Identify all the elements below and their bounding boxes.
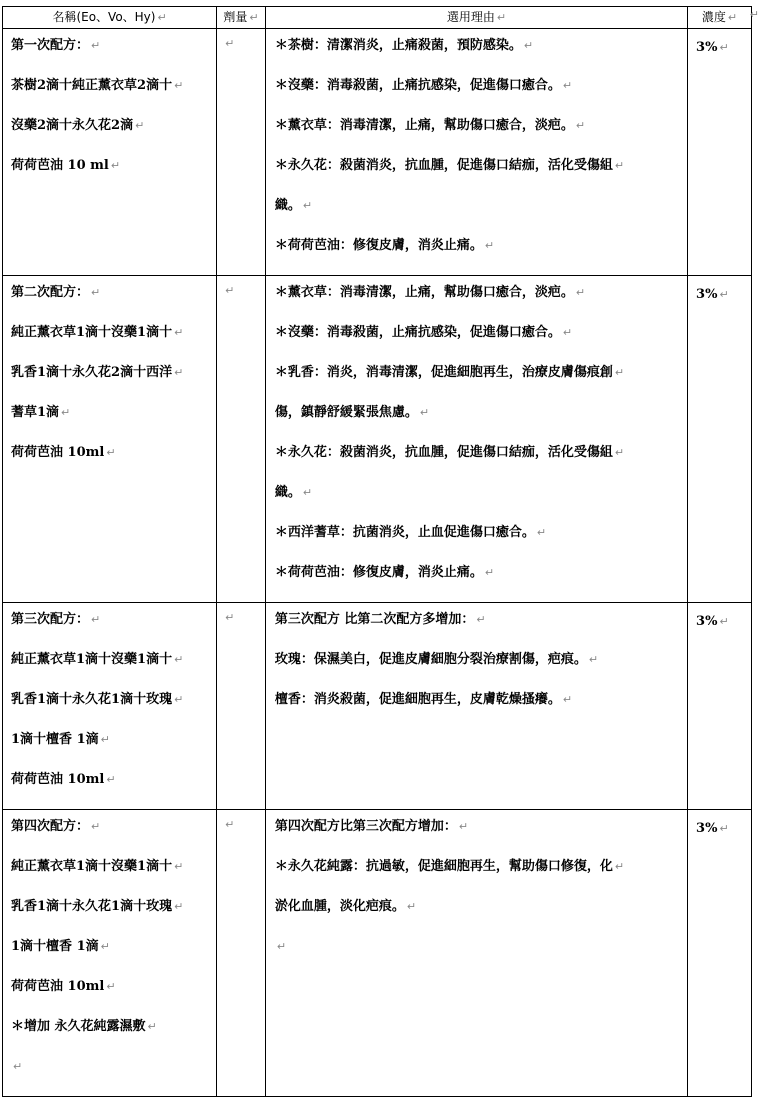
reason-line: [266, 442, 687, 482]
paragraph-mark: ↵: [614, 446, 625, 459]
reason-text: ＊荷荷芭油：修復皮膚，消炎止痛。: [274, 565, 483, 580]
paragraph-mark: ↵: [225, 37, 235, 50]
table-row: [3, 810, 752, 1097]
name-text: 第一次配方：: [11, 38, 90, 53]
reason-line: [266, 896, 687, 936]
reason-text: ＊荷荷芭油：修復皮膚，消炎止痛。: [274, 238, 483, 253]
reason-text: ＊乳香：消炎，消毒清潔，促進細胞再生，治療皮膚傷痕創: [274, 365, 613, 380]
name-text: 荷荷芭油 10ml: [11, 445, 105, 460]
concentration-value: 3% ↵: [696, 287, 729, 302]
paragraph-mark: ↵: [61, 406, 71, 419]
paragraph-mark: ↵: [91, 820, 101, 833]
name-text: 荷荷芭油 10ml: [11, 979, 105, 994]
name-line: [3, 402, 216, 442]
reason-line: [266, 195, 687, 235]
paragraph-mark: ↵: [100, 940, 110, 953]
paragraph-mark: ↵: [225, 284, 235, 297]
name-line: [3, 155, 216, 195]
paragraph-mark: ↵: [458, 820, 469, 833]
paragraph-mark: ↵: [13, 1060, 23, 1073]
name-line: [3, 1056, 216, 1096]
paragraph-mark: ↵: [419, 406, 430, 419]
name-line: [3, 75, 216, 115]
paragraph-mark: ↵: [91, 613, 101, 626]
paragraph-mark: ↵: [523, 39, 534, 52]
paragraph-mark: ↵: [588, 653, 599, 666]
reason-text: 玫瑰：保濕美白，促進皮膚細胞分裂治療割傷，疤痕。: [274, 652, 587, 667]
paragraph-mark: ↵: [749, 8, 759, 21]
paragraph-mark: ↵: [225, 818, 235, 831]
table-row: [3, 276, 752, 603]
reason-line: [266, 322, 687, 362]
reason-line: [266, 522, 687, 562]
paragraph-mark: ↵: [562, 693, 573, 706]
paragraph-mark: ↵: [575, 119, 586, 132]
paragraph-mark: ↵: [174, 693, 184, 706]
reason-line: [266, 402, 687, 442]
cell-dose: [217, 810, 266, 1097]
reason-text: ＊永久花：殺菌消炎，抗血腫，促進傷口結痂，活化受傷組: [274, 445, 613, 460]
cell-reason: [265, 276, 687, 603]
concentration-value: 3% ↵: [696, 614, 729, 629]
name-line: [3, 856, 216, 896]
reason-text: 傷，鎮靜舒緩緊張焦慮。: [274, 405, 418, 420]
name-line: [3, 322, 216, 362]
reason-line: [266, 235, 687, 275]
header-row: [3, 7, 752, 29]
reason-line: [266, 856, 687, 896]
name-line: [3, 609, 216, 649]
paragraph-mark: ↵: [484, 239, 495, 252]
name-line: [3, 35, 216, 75]
paragraph-mark: ↵: [476, 613, 486, 626]
paragraph-mark: ↵: [302, 486, 313, 499]
name-line: [3, 816, 216, 856]
cell-name: [3, 810, 217, 1097]
name-text: 乳香1滴十永久花1滴十玫瑰: [11, 692, 173, 707]
paragraph-mark: ↵: [719, 288, 729, 301]
name-text: 純正薰衣草1滴十沒藥1滴十: [11, 325, 173, 340]
paragraph-mark: ↵: [562, 79, 573, 92]
concentration-value: 3% ↵: [696, 40, 729, 55]
header-name: 名稱(Eo、Vo、Hy) ↵: [3, 7, 217, 29]
paragraph-mark: ↵: [174, 860, 184, 873]
paragraph-mark: ↵: [174, 900, 184, 913]
concentration-value: 3% ↵: [696, 821, 729, 836]
table-row: [3, 603, 752, 810]
cell-reason: [265, 29, 687, 276]
paragraph-mark: ↵: [225, 611, 235, 624]
paragraph-mark: ↵: [614, 860, 625, 873]
name-line: [3, 976, 216, 1016]
reason-text: 第三次配方 比第二次配方多增加：: [274, 612, 475, 627]
paragraph-mark: ↵: [91, 39, 101, 52]
paragraph-mark: ↵: [276, 940, 287, 953]
cell-concentration: [688, 276, 752, 603]
name-text: 乳香1滴十永久花1滴十玫瑰: [11, 899, 173, 914]
reason-text: ＊永久花：殺菌消炎，抗血腫，促進傷口結痂，活化受傷組: [274, 158, 613, 173]
paragraph-mark: ↵: [174, 653, 184, 666]
reason-text: 第四次配方比第三次配方增加：: [274, 819, 457, 834]
paragraph-mark: ↵: [562, 326, 573, 339]
name-text: 第四次配方：: [11, 819, 90, 834]
reason-line: [266, 75, 687, 115]
reason-text: ＊沒藥：消毒殺菌，止痛抗感染，促進傷口癒合。: [274, 78, 561, 93]
reason-text: ＊西洋蓍草：抗菌消炎，止血促進傷口癒合。: [274, 525, 535, 540]
name-line: [3, 936, 216, 976]
cell-name: [3, 276, 217, 603]
formula-table: [2, 6, 752, 1097]
reason-text: 淤化血腫，淡化疤痕。: [274, 899, 405, 914]
reason-text: 檀香：消炎殺菌，促進細胞再生，皮膚乾燥搔癢。: [274, 692, 561, 707]
paragraph-mark: ↵: [719, 822, 729, 835]
reason-text: ＊茶樹：清潔消炎，止痛殺菌，預防感染。: [274, 38, 522, 53]
name-text: 第三次配方：: [11, 612, 90, 627]
reason-line: [266, 35, 687, 75]
paragraph-mark: ↵: [100, 733, 110, 746]
name-line: [3, 896, 216, 936]
reason-text: ＊永久花純露：抗過敏，促進細胞再生，幫助傷口修復，化: [274, 859, 613, 874]
name-line: [3, 649, 216, 689]
name-line: [3, 729, 216, 769]
paragraph-mark: ↵: [174, 366, 184, 379]
reason-line: [266, 155, 687, 195]
paragraph-mark: ↵: [174, 79, 184, 92]
name-text: 蓍草1滴: [11, 405, 60, 420]
name-text: 第二次配方：: [11, 285, 90, 300]
paragraph-mark: ↵: [536, 526, 547, 539]
paragraph-mark: ↵: [614, 159, 625, 172]
cell-reason: [265, 810, 687, 1097]
reason-line: [266, 562, 687, 602]
reason-text: ＊薰衣草：消毒清潔，止痛，幫助傷口癒合，淡疤。: [274, 118, 574, 133]
cell-dose: [217, 276, 266, 603]
paragraph-mark: ↵: [575, 286, 586, 299]
cell-dose: [217, 603, 266, 810]
name-text: 荷荷芭油 10 ml: [11, 158, 109, 173]
name-line: [3, 442, 216, 482]
name-line: [3, 362, 216, 402]
paragraph-mark: ↵: [302, 199, 313, 212]
paragraph-mark: ↵: [91, 286, 101, 299]
name-text: 1滴十檀香 1滴: [11, 939, 99, 954]
name-text: 1滴十檀香 1滴: [11, 732, 99, 747]
cell-reason: [265, 603, 687, 810]
reason-line: [266, 282, 687, 322]
reason-line: [266, 689, 687, 729]
reason-text: ＊沒藥：消毒殺菌，止痛抗感染，促進傷口癒合。: [274, 325, 561, 340]
reason-line: [266, 816, 687, 856]
paragraph-mark: ↵: [135, 119, 145, 132]
paragraph-mark: ↵: [719, 615, 729, 628]
name-text: 沒藥2滴十永久花2滴: [11, 118, 134, 133]
name-line: [3, 1016, 216, 1056]
reason-line: [266, 609, 687, 649]
header-concentration: 濃度 ↵: [688, 7, 752, 29]
name-line: [3, 115, 216, 155]
paragraph-mark: ↵: [484, 566, 495, 579]
header-reason: 選用理由 ↵: [265, 7, 687, 29]
reason-line: [266, 936, 687, 976]
cell-dose: [217, 29, 266, 276]
name-text: ＊增加 永久花純露濕敷: [11, 1019, 146, 1034]
cell-name: [3, 603, 217, 810]
name-line: [3, 282, 216, 322]
reason-line: [266, 362, 687, 402]
table-row: [3, 29, 752, 276]
reason-text: 織。: [274, 485, 301, 500]
name-text: 茶樹2滴十純正薰衣草2滴十: [11, 78, 173, 93]
cell-concentration: [688, 810, 752, 1097]
paragraph-mark: ↵: [106, 773, 116, 786]
name-text: 荷荷芭油 10ml: [11, 772, 105, 787]
header-dose: 劑量 ↵: [217, 7, 266, 29]
paragraph-mark: ↵: [106, 446, 116, 459]
cell-name: [3, 29, 217, 276]
paragraph-mark: ↵: [106, 980, 116, 993]
reason-line: [266, 482, 687, 522]
name-line: [3, 689, 216, 729]
paragraph-mark: ↵: [614, 366, 625, 379]
paragraph-mark: ↵: [406, 900, 417, 913]
paragraph-mark: ↵: [110, 159, 121, 172]
cell-concentration: [688, 603, 752, 810]
reason-text: 織。: [274, 198, 301, 213]
paragraph-mark: ↵: [174, 326, 184, 339]
name-line: [3, 769, 216, 809]
name-text: 乳香1滴十永久花2滴十西洋: [11, 365, 173, 380]
reason-text: ＊薰衣草：消毒清潔，止痛，幫助傷口癒合，淡疤。: [274, 285, 574, 300]
name-text: 純正薰衣草1滴十沒藥1滴十: [11, 652, 173, 667]
reason-line: [266, 115, 687, 155]
cell-concentration: [688, 29, 752, 276]
name-text: 純正薰衣草1滴十沒藥1滴十: [11, 859, 173, 874]
reason-line: [266, 649, 687, 689]
paragraph-mark: ↵: [147, 1020, 157, 1033]
paragraph-mark: ↵: [719, 41, 729, 54]
